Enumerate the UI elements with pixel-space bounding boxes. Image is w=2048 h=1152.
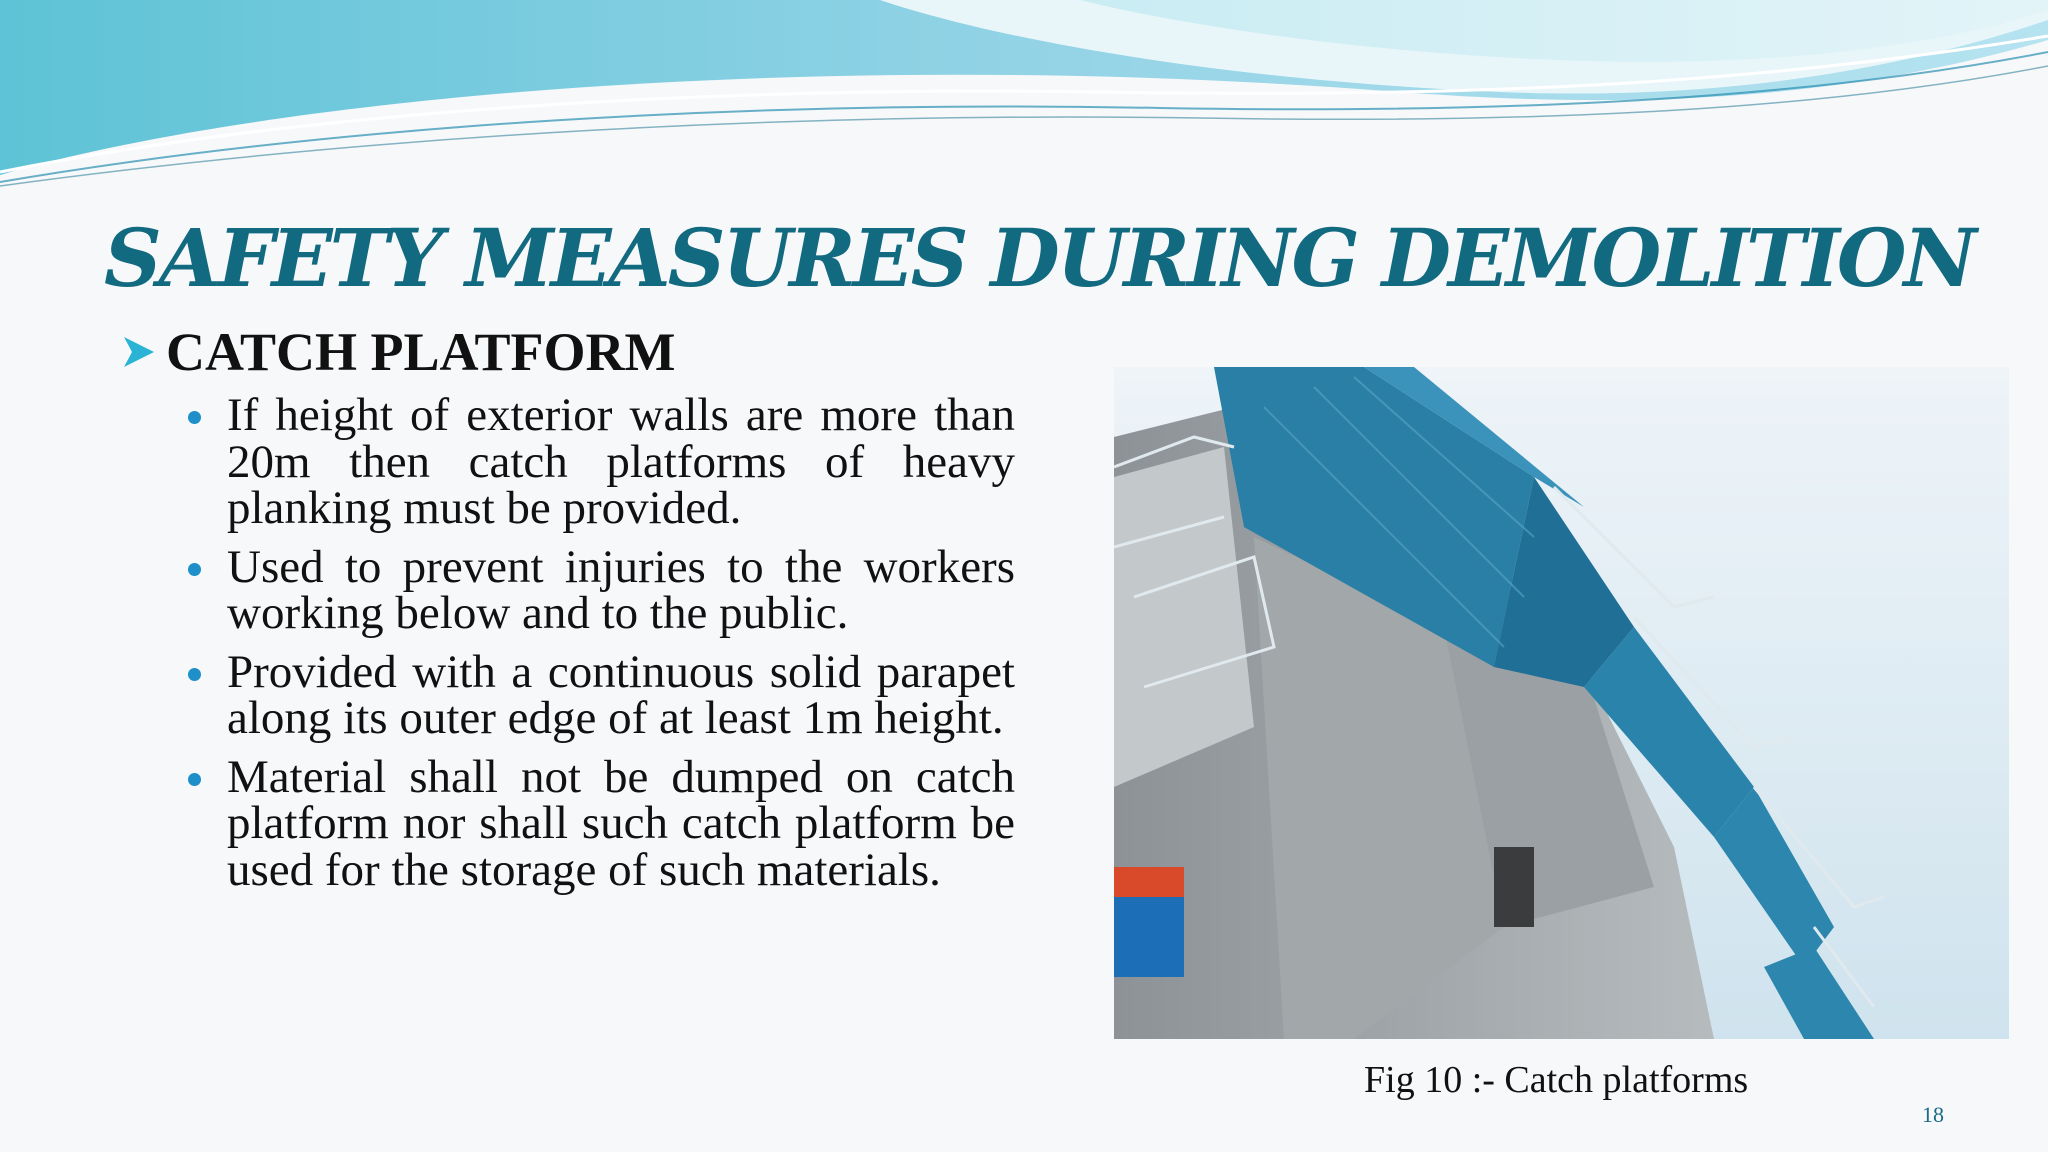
bullet-text: If height of exterior walls are more than 20m then catch platforms of heavy planking must be provided. bbox=[227, 389, 1015, 534]
section-heading-text: CATCH PLATFORM bbox=[166, 322, 676, 382]
bullet-text: Provided with a continuous solid parapet along its outer edge of at least 1m height. bbox=[227, 645, 1015, 744]
page-number: 18 bbox=[1922, 1102, 1944, 1127]
bullet-item bbox=[185, 389, 1015, 534]
figure-caption: Fig 10 :- Catch platforms bbox=[1364, 1059, 1749, 1101]
round-bullet-icon bbox=[188, 563, 201, 576]
arrow-right-icon bbox=[120, 333, 158, 371]
bullet-item bbox=[185, 645, 1015, 744]
bullet-item bbox=[185, 750, 1015, 896]
bullet-text: Material shall not be dumped on catch platform nor shall such catch platform be used for the storage of such materials. bbox=[227, 750, 1015, 896]
round-bullet-icon bbox=[188, 411, 201, 424]
section-heading bbox=[120, 322, 675, 382]
catch-platform-photo bbox=[1114, 367, 2009, 1039]
bullet-list bbox=[185, 389, 1015, 905]
bullet-text: Used to prevent injuries to the workers working below and to the public. bbox=[227, 540, 1015, 639]
header-wave-decoration bbox=[0, 0, 2048, 190]
bullet-item bbox=[185, 540, 1015, 639]
round-bullet-icon bbox=[188, 668, 201, 681]
slide-title: SAFETY MEASURES DURING DEMOLITION bbox=[104, 211, 1974, 305]
round-bullet-icon bbox=[188, 773, 201, 786]
